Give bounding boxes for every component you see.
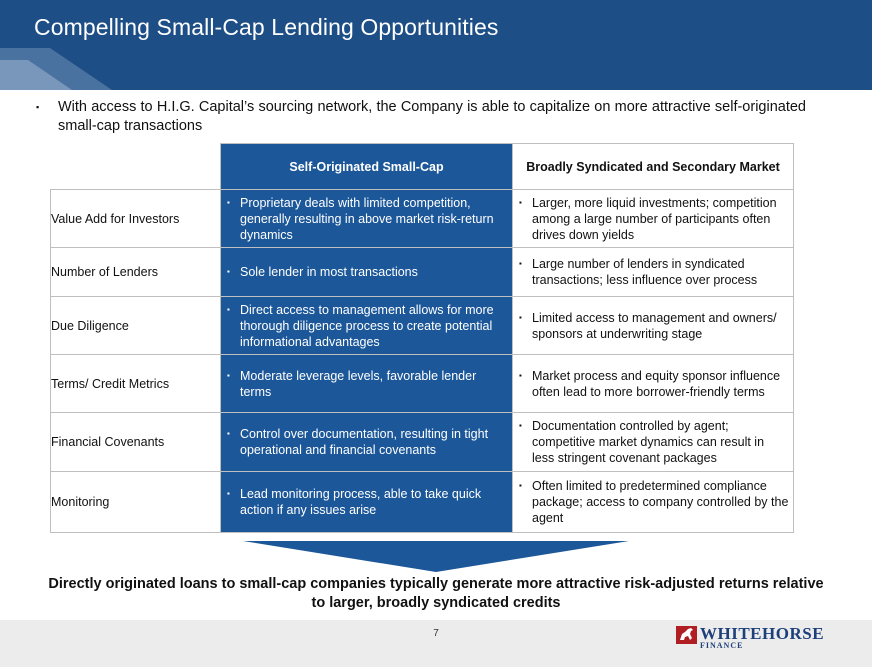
table-corner (51, 144, 221, 190)
square-bullet-icon: ▪ (227, 489, 230, 498)
page-number: 7 (433, 628, 439, 639)
company-logo (676, 624, 836, 652)
logo-wordmark: WHITEHORSE (700, 624, 825, 643)
square-bullet-icon: ▪ (227, 370, 230, 380)
square-bullet-icon: ▪ (519, 481, 522, 490)
square-bullet-icon: ▪ (227, 429, 230, 438)
cell-text: Moderate leverage levels, favorable lender terms (240, 368, 477, 399)
column-header-broadly-syndicated: Broadly Syndicated and Secondary Market (513, 144, 794, 190)
broadly-syndicated-cell (513, 248, 794, 297)
row-label: Monitoring (51, 472, 221, 533)
table-row (51, 413, 794, 472)
row-label: Terms/ Credit Metrics (51, 355, 221, 413)
table-header-row (51, 144, 794, 190)
logo-subtitle: FINANCE (700, 641, 744, 650)
table-row (51, 355, 794, 413)
cell-text: Sole lender in most transactions (240, 265, 418, 279)
broadly-syndicated-cell (513, 472, 794, 533)
column-header-self-originated: Self-Originated Small-Cap (221, 144, 513, 190)
cell-text: Limited access to management and owners/ sponsors at underwriting stage (532, 310, 777, 341)
broadly-syndicated-cell (513, 413, 794, 472)
intro-bullet (36, 98, 806, 136)
self-originated-cell (221, 355, 513, 413)
broadly-syndicated-cell (513, 190, 794, 248)
square-bullet-icon: ▪ (519, 312, 522, 322)
down-arrow-icon (243, 541, 629, 573)
conclusion-text: Directly originated loans to small-cap companies typically generate more attractive risk-adjusted returns relative to larger, broadly syndicated credits (48, 576, 824, 611)
square-bullet-icon: ▪ (36, 102, 40, 112)
cell-text: Documentation controlled by agent; competitive market dynamics can result in less stringent covenant packages (532, 419, 765, 465)
self-originated-cell (221, 297, 513, 355)
table-row (51, 297, 794, 355)
table-row (51, 190, 794, 248)
slide-header (0, 0, 872, 90)
cell-text: Proprietary deals with limited competition, generally resulting in above market risk-return dynamics (240, 195, 494, 242)
comparison-table (50, 143, 794, 533)
intro-text: With access to H.I.G. Capital’s sourcing network, the Company is able to capitalize on more attractive self-originated small-cap transactions (58, 99, 806, 134)
self-originated-cell (221, 248, 513, 297)
square-bullet-icon: ▪ (519, 370, 522, 380)
row-label: Number of Lenders (51, 248, 221, 297)
cell-text: Control over documentation, resulting in tight operational and financial covenants (240, 427, 489, 457)
cell-text: Market process and equity sponsor influence often lead to more borrower-friendly terms (532, 368, 781, 399)
cell-text: Lead monitoring process, able to take quick action if any issues arise (240, 487, 482, 517)
self-originated-cell (221, 472, 513, 533)
square-bullet-icon: ▪ (227, 267, 230, 276)
self-originated-cell (221, 190, 513, 248)
cell-text: Direct access to management allows for more thorough diligence process to create potential informational advantages (240, 302, 494, 349)
square-bullet-icon: ▪ (519, 197, 522, 207)
broadly-syndicated-cell (513, 355, 794, 413)
row-label: Value Add for Investors (51, 190, 221, 248)
square-bullet-icon: ▪ (519, 421, 522, 430)
self-originated-cell (221, 413, 513, 472)
square-bullet-icon: ▪ (227, 304, 230, 314)
square-bullet-icon: ▪ (519, 259, 522, 268)
square-bullet-icon: ▪ (227, 197, 230, 207)
table-row (51, 248, 794, 297)
cell-text: Larger, more liquid investments; competition among a large number of participants often drives down yields (532, 195, 777, 242)
horse-logo-icon (676, 626, 697, 644)
row-label: Financial Covenants (51, 413, 221, 472)
table-row (51, 472, 794, 533)
cell-text: Large number of lenders in syndicated transactions; less influence over process (532, 257, 758, 287)
row-label: Due Diligence (51, 297, 221, 355)
page-title: Compelling Small-Cap Lending Opportunities (34, 14, 499, 40)
broadly-syndicated-cell (513, 297, 794, 355)
cell-text: Often limited to predetermined compliance package; access to company controlled by the agent (532, 479, 789, 525)
